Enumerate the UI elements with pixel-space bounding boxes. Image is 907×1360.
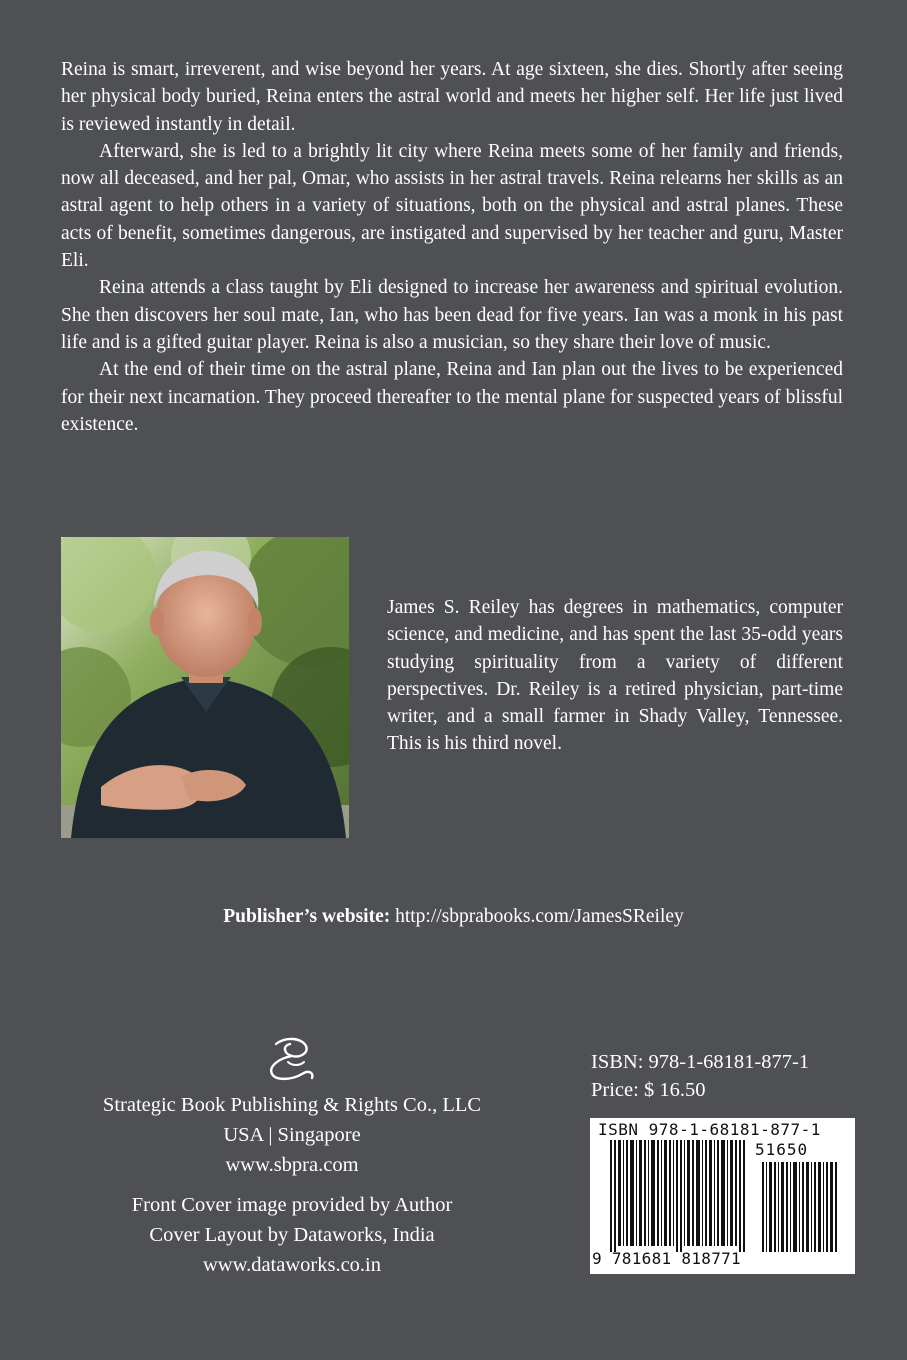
book-blurb <box>61 56 843 438</box>
cover-image-credit: Front Cover image provided by Author <box>131 1194 453 1216</box>
website-url[interactable]: http://sbprabooks.com/JamesSReiley <box>395 906 684 927</box>
publisher-site[interactable]: www.sbpra.com <box>225 1154 359 1176</box>
author-bio: James S. Reiley has degrees in mathematics, computer science, and medicine, and has spent the last 35-odd years studying spirituality from a variety of different perspectives. Dr. Reiley is a retired physician, part-time writer, and a small farmer in Shady Valley, Tennessee. This is his third novel. <box>387 597 843 755</box>
blurb-paragraph-2: Afterward, she is led to a brightly lit city where Reina meets some of her family and friends, now all deceased, and her pal, Omar, who assists in her astral travels. Reina relearns her skills as an astral agent to help others in a variety of situations, both on the physical and astral planes. These acts of benefit, sometimes dangerous, are instigated and supervised by her teacher and guru, Master Eli. <box>61 140 843 272</box>
publisher-logo-icon <box>262 1036 322 1082</box>
blurb-paragraph-3: Reina attends a class taught by Eli designed to increase her awareness and spiritual evolution. She then discovers her soul mate, Ian, who has been dead for five years. Ian was a monk in his past life and is a gifted guitar player. Reina is also a musician, so they share their love of music. <box>61 277 843 353</box>
layout-credit: Cover Layout by Dataworks, India <box>149 1224 435 1246</box>
publisher-website-line <box>0 903 907 931</box>
publisher-info <box>40 1032 544 1280</box>
barcode <box>590 1118 855 1274</box>
barcode-isbn-text: ISBN 978-1-68181-877-1 <box>598 1120 821 1139</box>
isbn-price-block <box>591 1048 861 1104</box>
price-text: Price: $ 16.50 <box>591 1079 706 1101</box>
barcode-bars-icon <box>602 1140 847 1252</box>
barcode-addon-number: 51650 <box>755 1140 809 1159</box>
layout-site[interactable]: www.dataworks.co.in <box>202 1254 381 1276</box>
blurb-paragraph-4: At the end of their time on the astral plane, Reina and Ian plan out the lives to be experienced for their next incarnation. They proceed thereafter to the mental plane for suspected years of blissful existence. <box>61 359 843 435</box>
publisher-name: Strategic Book Publishing & Rights Co., LLC <box>102 1094 482 1116</box>
spacer <box>40 1180 544 1190</box>
isbn-text: ISBN: 978-1-68181-877-1 <box>591 1051 810 1073</box>
publisher-locations: USA | Singapore <box>223 1124 361 1146</box>
author-portrait-icon <box>61 537 349 838</box>
barcode-number: 9 781681 818771 <box>592 1249 741 1268</box>
website-label: Publisher’s website: <box>223 906 391 927</box>
author-photo <box>61 537 349 838</box>
blurb-paragraph-1: Reina is smart, irreverent, and wise beyond her years. At age sixteen, she dies. Shortly after seeing her physical body buried, Reina enters the astral world and meets her higher self. Her life just lived is reviewed instantly in detail. <box>61 59 843 135</box>
publisher-logo <box>40 1032 544 1082</box>
